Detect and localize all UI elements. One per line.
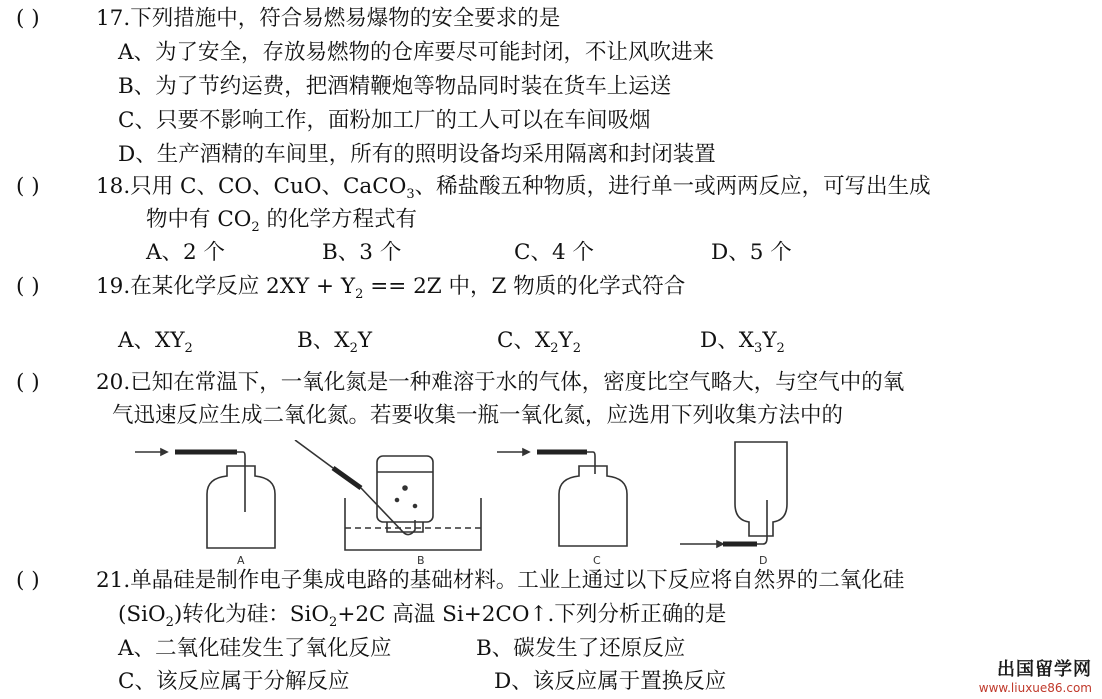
answer-blank-17: ( ) [16, 6, 40, 31]
question-21-stem-line2: (SiO$_2$)转化为硅：SiO$_2$+2C 高温 Si+2CO↑.下列分析正确的是 [118, 602, 727, 630]
q21-option-d: D、该反应属于置换反应 [494, 669, 727, 694]
q17-option-d: D、生产酒精的车间里，所有的照明设备均采用隔离和封闭装置 [118, 142, 716, 167]
answer-blank-20: ( ) [16, 370, 40, 395]
q18-option-a: A、2 个 [146, 240, 226, 265]
q21-option-c: C、该反应属于分解反应 [118, 669, 350, 694]
apparatus-a [135, 449, 275, 548]
q19-option-c: C、$X_2Y_2$ [497, 328, 582, 356]
figure-label-a: A [237, 554, 245, 567]
apparatus-c [497, 449, 627, 546]
q19-option-a: A、$XY_2$ [118, 328, 193, 356]
q17-option-a: A、为了安全，存放易燃物的仓库要尽可能封闭，不让风吹进来 [118, 40, 715, 65]
figure-label-b: B [417, 554, 425, 567]
q18-option-c: C、4 个 [514, 240, 594, 265]
watermark-title: 出国留学网 [997, 659, 1092, 680]
gas-collection-figure [125, 440, 825, 570]
question-20-stem-line2: 气迅速反应生成二氧化氮。若要收集一瓶一氧化氮，应选用下列收集方法中的 [112, 403, 844, 428]
question-21-stem: 21.单晶硅是制作电子集成电路的基础材料。工业上通过以下反应将自然界的二氧化硅 [96, 568, 905, 593]
site-watermark [979, 655, 1092, 695]
q18-option-d: D、5 个 [711, 240, 792, 265]
question-20-stem: 20.已知在常温下，一氧化氮是一种难溶于水的气体，密度比空气略大，与空气中的氧 [96, 370, 905, 395]
apparatus-d [680, 442, 787, 547]
q19-option-b: B、$X_2Y$ [297, 328, 373, 356]
answer-blank-18: ( ) [16, 174, 40, 199]
q19-option-d: D、$X_3Y_2$ [700, 328, 785, 356]
answer-blank-19: ( ) [16, 274, 40, 299]
question-17-stem: 17.下列措施中，符合易燃易爆物的安全要求的是 [96, 6, 561, 31]
q21-option-a: A、二氧化硅发生了氧化反应 [118, 636, 392, 661]
question-19-stem: 19.在某化学反应 $2XY + Y_2 == 2Z$ 中，Z 物质的化学式符合 [96, 274, 686, 302]
q17-option-c: C、只要不影响工作，面粉加工厂的工人可以在车间吸烟 [118, 108, 651, 133]
q21-option-b: B、碳发生了还原反应 [476, 636, 686, 661]
question-18-stem: 18.只用 C、CO、CuO、CaCO$_3$、稀盐酸五种物质，进行单一或两两反应，可写出生成 [96, 174, 931, 202]
apparatus-b [295, 440, 481, 550]
q17-option-b: B、为了节约运费，把酒精鞭炮等物品同时装在货车上运送 [118, 74, 672, 99]
watermark-url: www.liuxue86.com [978, 681, 1092, 695]
q18-option-b: B、3 个 [322, 240, 402, 265]
question-18-stem-line2: 物中有 $CO_2$ 的化学方程式有 [146, 207, 418, 235]
figure-label-c: C [593, 554, 601, 567]
answer-blank-21: ( ) [16, 568, 40, 593]
figure-label-d: D [759, 554, 768, 567]
